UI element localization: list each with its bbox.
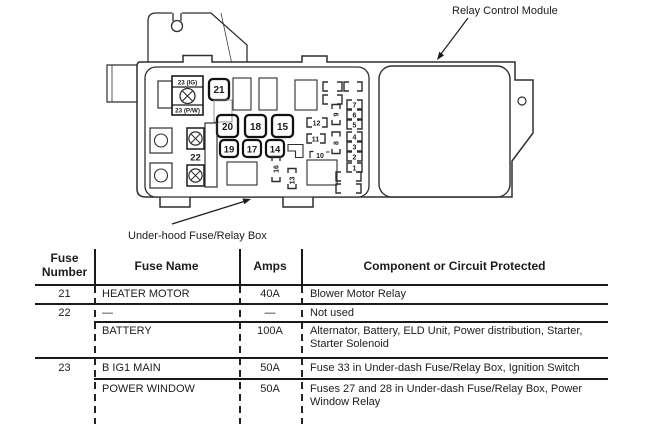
arrowhead-icon [243,199,252,205]
svg-text:5: 5 [352,122,357,130]
relay-control-module [379,66,510,197]
cell-fuse-name: BATTERY [102,325,152,337]
svg-text:13: 13 [289,176,297,185]
svg-text:2: 2 [352,154,357,162]
svg-text:3: 3 [352,144,357,152]
keyhole-icon [172,21,183,32]
cell-amps: 50A [260,383,280,395]
cell-amps: — [264,307,276,319]
svg-text:8: 8 [333,141,341,145]
relay-module-callout [437,5,558,60]
relay-module-label: Relay Control Module [452,5,558,17]
row-divider [94,321,608,323]
fuse-box-label: Under-hood Fuse/Relay Box [128,230,267,242]
svg-text:21: 21 [213,85,225,96]
svg-text:10: 10 [316,153,324,160]
header-component: Component or Circuit Protected [363,259,546,273]
mounting-hole-icon [518,97,526,105]
header-fuse-number-line1: Fuse [50,251,79,265]
cell-component: Alternator, Battery, ELD Unit, Power distribution, Starter, Starter Solenoid [310,325,583,350]
left-mounting-flange [107,65,137,102]
row-divider [35,303,608,305]
bolt-label-ig: 23 (IG) [177,79,198,87]
svg-text:6: 6 [352,112,357,120]
cell-amps: 40A [260,288,280,300]
cell-fuse-name: POWER WINDOW [102,383,195,395]
header-amps: Amps [253,259,287,273]
cell-fuse-name: B IG1 MAIN [102,362,161,374]
col-divider-dashed [301,286,303,424]
cell-component: Not used [310,307,355,319]
svg-text:15: 15 [276,122,289,133]
cell-fuse-number: 21 [58,288,71,300]
svg-text:14: 14 [269,144,281,156]
top-mounting-bracket [148,13,247,62]
fuse-table [0,246,650,426]
row-divider [35,284,608,286]
svg-text:9: 9 [333,112,341,117]
svg-text:4: 4 [352,134,357,142]
bolt-label-pw: 23 (P/W) [175,107,200,115]
header-fuse-name: Fuse Name [134,259,199,273]
cell-component: Blower Motor Relay [310,288,406,300]
svg-text:12: 12 [312,120,321,128]
svg-text:17: 17 [246,144,258,156]
header-fuse-number-line2: Number [41,265,88,279]
cell-fuse-number: 23 [58,362,71,374]
svg-text:1: 1 [352,165,357,173]
svg-text:7: 7 [352,102,357,110]
svg-text:11: 11 [311,136,320,144]
fuse-box-callout [128,199,267,243]
svg-text:19: 19 [223,144,235,156]
svg-text:18: 18 [249,122,262,133]
cell-fuse-name: — [102,307,113,319]
svg-text:20: 20 [221,122,234,133]
cell-fuse-name: HEATER MOTOR [102,288,190,300]
arrowhead-icon [437,52,444,60]
cell-amps: 100A [257,325,283,337]
cell-component: Fuse 33 in Under-dash Fuse/Relay Box, Ignition Switch [310,362,580,374]
svg-text:22: 22 [190,152,201,164]
cell-fuse-number: 22 [58,307,71,319]
row-divider [94,378,608,380]
cell-component: Fuses 27 and 28 in Under-dash Fuse/Relay Box, Power Window Relay [310,383,583,408]
row-divider [35,357,608,359]
svg-text:16: 16 [273,165,281,173]
col-divider-dashed [94,286,96,424]
cell-amps: 50A [260,362,280,374]
